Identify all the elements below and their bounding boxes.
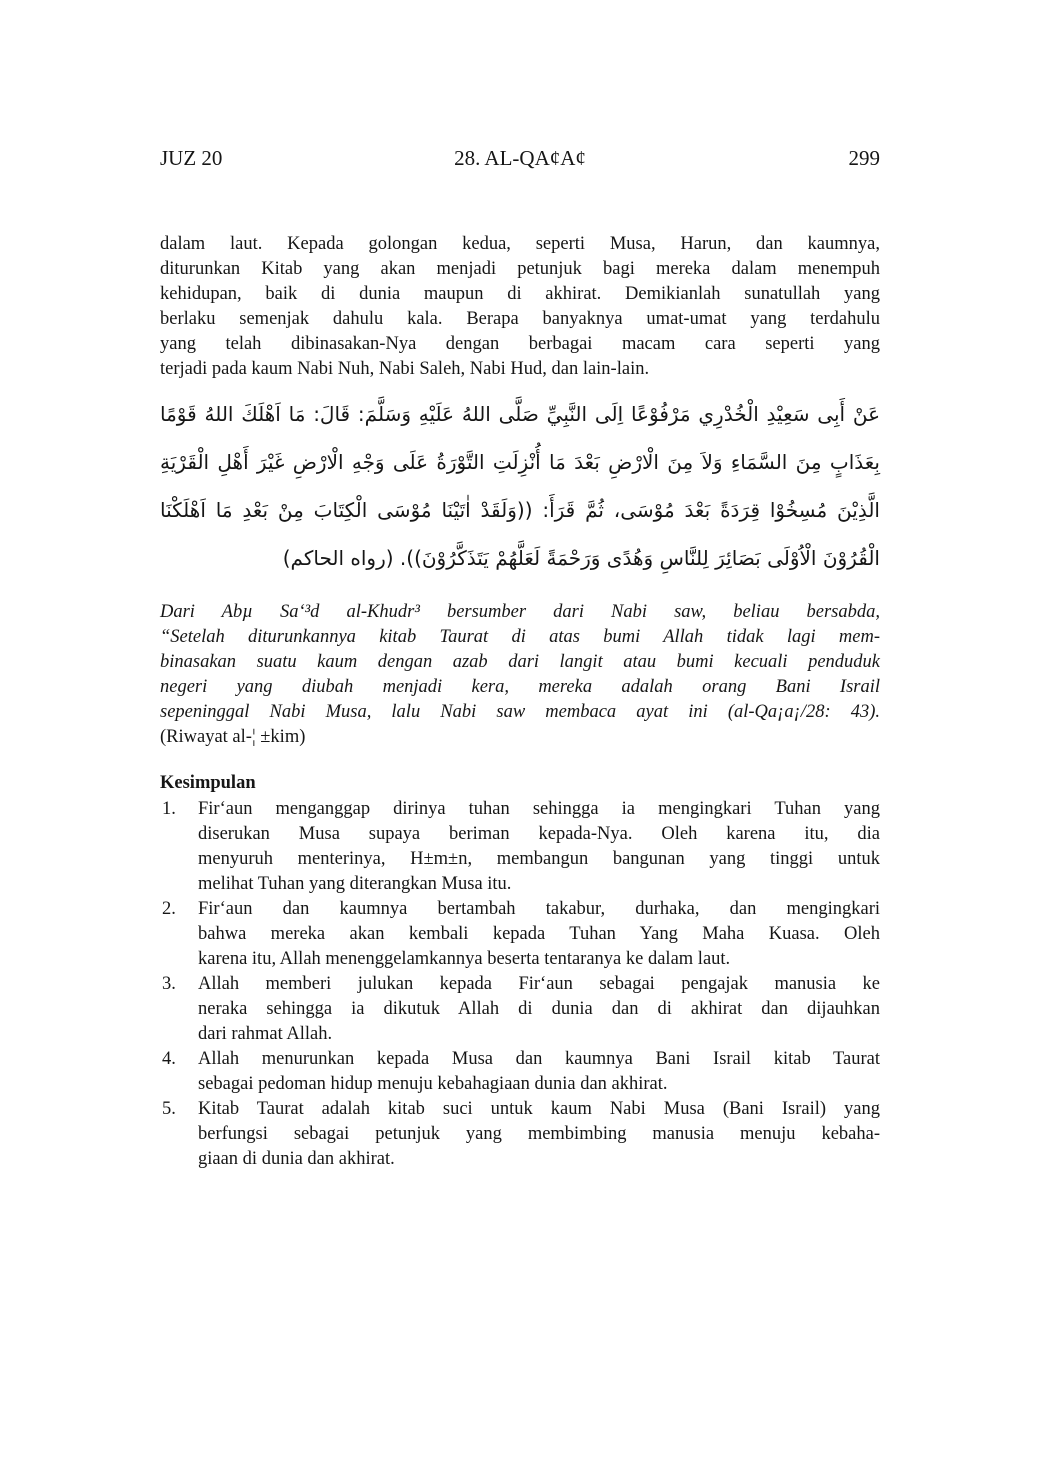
list-item-text: Allah menurunkan kepada Musa dan kaumnya Bani Israil kitab Taurat sebagai pedoman hidup menuju kebahagiaan dunia dan akhirat. [198,1049,880,1094]
list-item [160,1097,880,1172]
hadith-translation-text: Dari Abµ Sa‘³d al-Khudr³ bersumber dari Nabi saw, beliau bersabda, “Setelah diturunkannya kitab Taurat di atas bumi Allah tidak lagi mem- binasakan suatu kaum dengan azab dari langit atau bumi kecuali penduduk negeri yang diubah menjadi kera, mereka adalah orang Bani Israil sepeninggal Nabi Musa, lalu Nabi saw membaca ayat ini (al-Qa¡a¡/28: 43). [160,602,880,722]
hadith-translation [160,600,880,750]
surah-title: 28. AL-QA¢A¢ [454,146,586,170]
list-item-number: 5. [162,1099,176,1119]
kesimpulan-heading: Kesimpulan [160,773,256,793]
juz-label: JUZ 20 [160,146,223,170]
kesimpulan-list [160,797,880,1172]
list-item-text: Kitab Taurat adalah kitab suci untuk kaum Nabi Musa (Bani Israil) yang berfungsi sebagai petunjuk yang membimbing manusia menuju kebaha- giaan di dunia dan akhirat. [198,1099,880,1169]
riwayat-note: (Riwayat al-¦ ±kim) [160,727,306,747]
list-item [160,972,880,1047]
list-item-number: 3. [162,974,176,994]
list-item [160,1047,880,1097]
list-item-number: 2. [162,899,176,919]
list-item-number: 4. [162,1049,176,1069]
hadith-arabic-text: عَنْ أَبِى سَعِيْدِ الْخُدْرِي مَرْفُوْعًا اِلَى النَّبِيِّ صَلَّى اللهُ عَلَيْهِ وَسَلَّمَ: قَالَ: مَا اَهْلَكَ اللهُ قَوْمًا بِعَذَابٍ مِنَ السَّمَاءِ وَلاَ مِنَ الْارْضِ بَعْدَ مَا أُنْزِلَتِ التَّوْرَةُ عَلَى وَجْهِ الْارْضِ غَيْرَ أَهْلِ الْقَرْيَةِ الَّذِيْنَ مُسِخُوْا قِرَدَةً بَعْدَ مُوْسَى، ثُمَّ قَرَأَ: ((وَلَقَدْ اٰتَيْنَا مُوْسَى الْكِتَابَ مِنْ بَعْدِ مَا اَهْلَكْنَا الْقُرُوْنَ الْاُوْلَى بَصَائِرَ لِلنَّاسِ وَهُدًى وَرَحْمَةً لَعَلَّهُمْ يَتَذَكَّرُوْنَ)). (رواه الحاكم) [160,402,880,570]
list-item [160,897,880,972]
list-item-text: Fir‘aun menganggap dirinya tuhan sehingga ia mengingkari Tuhan yang diserukan Musa supaya beriman kepada-Nya. Oleh karena itu, dia menyuruh menterinya, H±m±n, membangun bangunan yang tinggi untuk melihat Tuhan yang diterangkan Musa itu. [198,799,880,894]
list-item [160,797,880,897]
list-item-text: Fir‘aun dan kaumnya bertambah takabur, durhaka, dan mengingkari bahwa mereka akan kembali kepada Tuhan Yang Maha Kuasa. Oleh karena itu, Allah menenggelamkannya beserta tentaranya ke dalam laut. [198,899,880,969]
page-number: 299 [848,146,880,170]
list-item-number: 1. [162,799,176,819]
page-header [160,146,880,172]
list-item-text: Allah memberi julukan kepada Fir‘aun sebagai pengajak manusia ke neraka sehingga ia dikutuk Allah di dunia dan di akhirat dan dijauhkan dari rahmat Allah. [198,974,880,1044]
intro-paragraph: dalam laut. Kepada golongan kedua, seperti Musa, Harun, dan kaumnya, diturunkan Kitab yang akan menjadi petunjuk bagi mereka dalam menempuh kehidupan, baik di dunia maupun di akhirat. Demikianlah sunatullah yang berlaku semenjak dahulu kala. Berapa banyaknya umat-umat yang terdahulu yang telah dibinasakan-Nya dengan berbagai macam cara seperti yang terjadi pada kaum Nabi Nuh, Nabi Saleh, Nabi Hud, dan lain-lain. [160,234,880,379]
